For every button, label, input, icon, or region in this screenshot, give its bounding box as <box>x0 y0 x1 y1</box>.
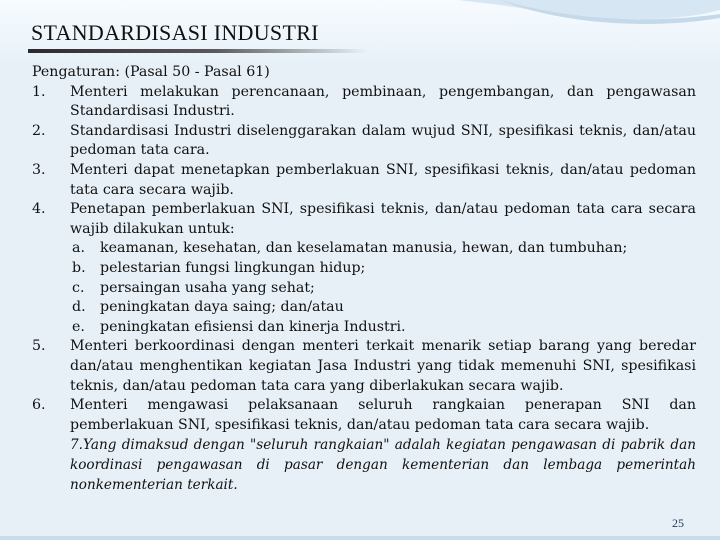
item-number: 4. <box>32 201 46 218</box>
sub-item-text: peningkatan daya saing; dan/atau <box>100 299 344 316</box>
sub-item-letter: d. <box>72 299 86 316</box>
title-underline <box>28 49 368 53</box>
sub-list-item <box>70 298 696 318</box>
sub-list-item <box>70 279 696 299</box>
list-item <box>32 83 696 122</box>
list-item <box>32 161 696 200</box>
list-item <box>32 337 696 396</box>
section-heading: Pengaturan: (Pasal 50 - Pasal 61) <box>32 64 270 80</box>
sub-item-text: persaingan usaha yang sehat; <box>100 279 315 296</box>
list-item <box>32 122 696 161</box>
header-decoration <box>460 0 720 32</box>
sub-item-text: peningkatan efisiensi dan kinerja Industri. <box>100 318 406 335</box>
list-item <box>32 396 696 435</box>
sub-item-text: keamanan, kesehatan, dan keselamatan manusia, hewan, dan tumbuhan; <box>100 240 628 257</box>
item-number: 2. <box>32 122 46 139</box>
sub-list-item <box>70 259 696 279</box>
sub-list-item <box>70 318 696 338</box>
item-number: 1. <box>32 83 46 100</box>
sub-item-letter: e. <box>72 318 85 335</box>
footer-rule <box>0 536 720 540</box>
item-text: Menteri melakukan perencanaan, pembinaan, pengembangan, dan pengawasan Standardisasi Industri. <box>70 83 696 120</box>
sub-item-letter: c. <box>72 279 85 296</box>
slide-body <box>32 63 696 495</box>
item-number: 3. <box>32 161 46 178</box>
page-number: 25 <box>672 516 684 530</box>
item-text: Penetapan pemberlakuan SNI, spesifikasi teknis, dan/atau pedoman tata cara secara wajib dilakukan untuk: <box>70 201 696 237</box>
sub-item-letter: a. <box>72 240 85 257</box>
item-number: 5. <box>32 338 46 355</box>
explanatory-note: 7.Yang dimaksud dengan "seluruh rangkaian" adalah kegiatan pengawasan di pabrik dan koordinasi pengawasan di pasar dengan kementerian dan lembaga pemerintah nonkementerian terkait. <box>70 437 696 494</box>
item-text: Standardisasi Industri diselenggarakan dalam wujud SNI, spesifikasi teknis, dan/atau pedoman tata cara. <box>70 122 696 159</box>
sub-item-text: pelestarian fungsi lingkungan hidup; <box>100 259 366 276</box>
slide-title: STANDARDISASI INDUSTRI <box>31 20 319 45</box>
item-text: Menteri mengawasi pelaksanaan seluruh rangkaian penerapan SNI dan pemberlakuan SNI, spesifikasi teknis, dan/atau pedoman tata cara secara wajib. <box>70 397 696 433</box>
item-text: Menteri dapat menetapkan pemberlakuan SNI, spesifikasi teknis, dan/atau pedoman tata cara secara wajib. <box>70 161 696 198</box>
sub-item-letter: b. <box>72 259 86 276</box>
item-number: 6. <box>32 397 46 414</box>
item-text: Menteri berkoordinasi dengan menteri terkait menarik setiap barang yang beredar dan/atau menghentikan kegiatan Jasa Industri yang tidak memenuhi SNI, spesifikasi teknis, dan/atau pedoman tata cara yang diberlakukan secara wajib. <box>70 338 696 394</box>
sub-list-item <box>70 239 696 259</box>
list-item <box>32 200 696 337</box>
